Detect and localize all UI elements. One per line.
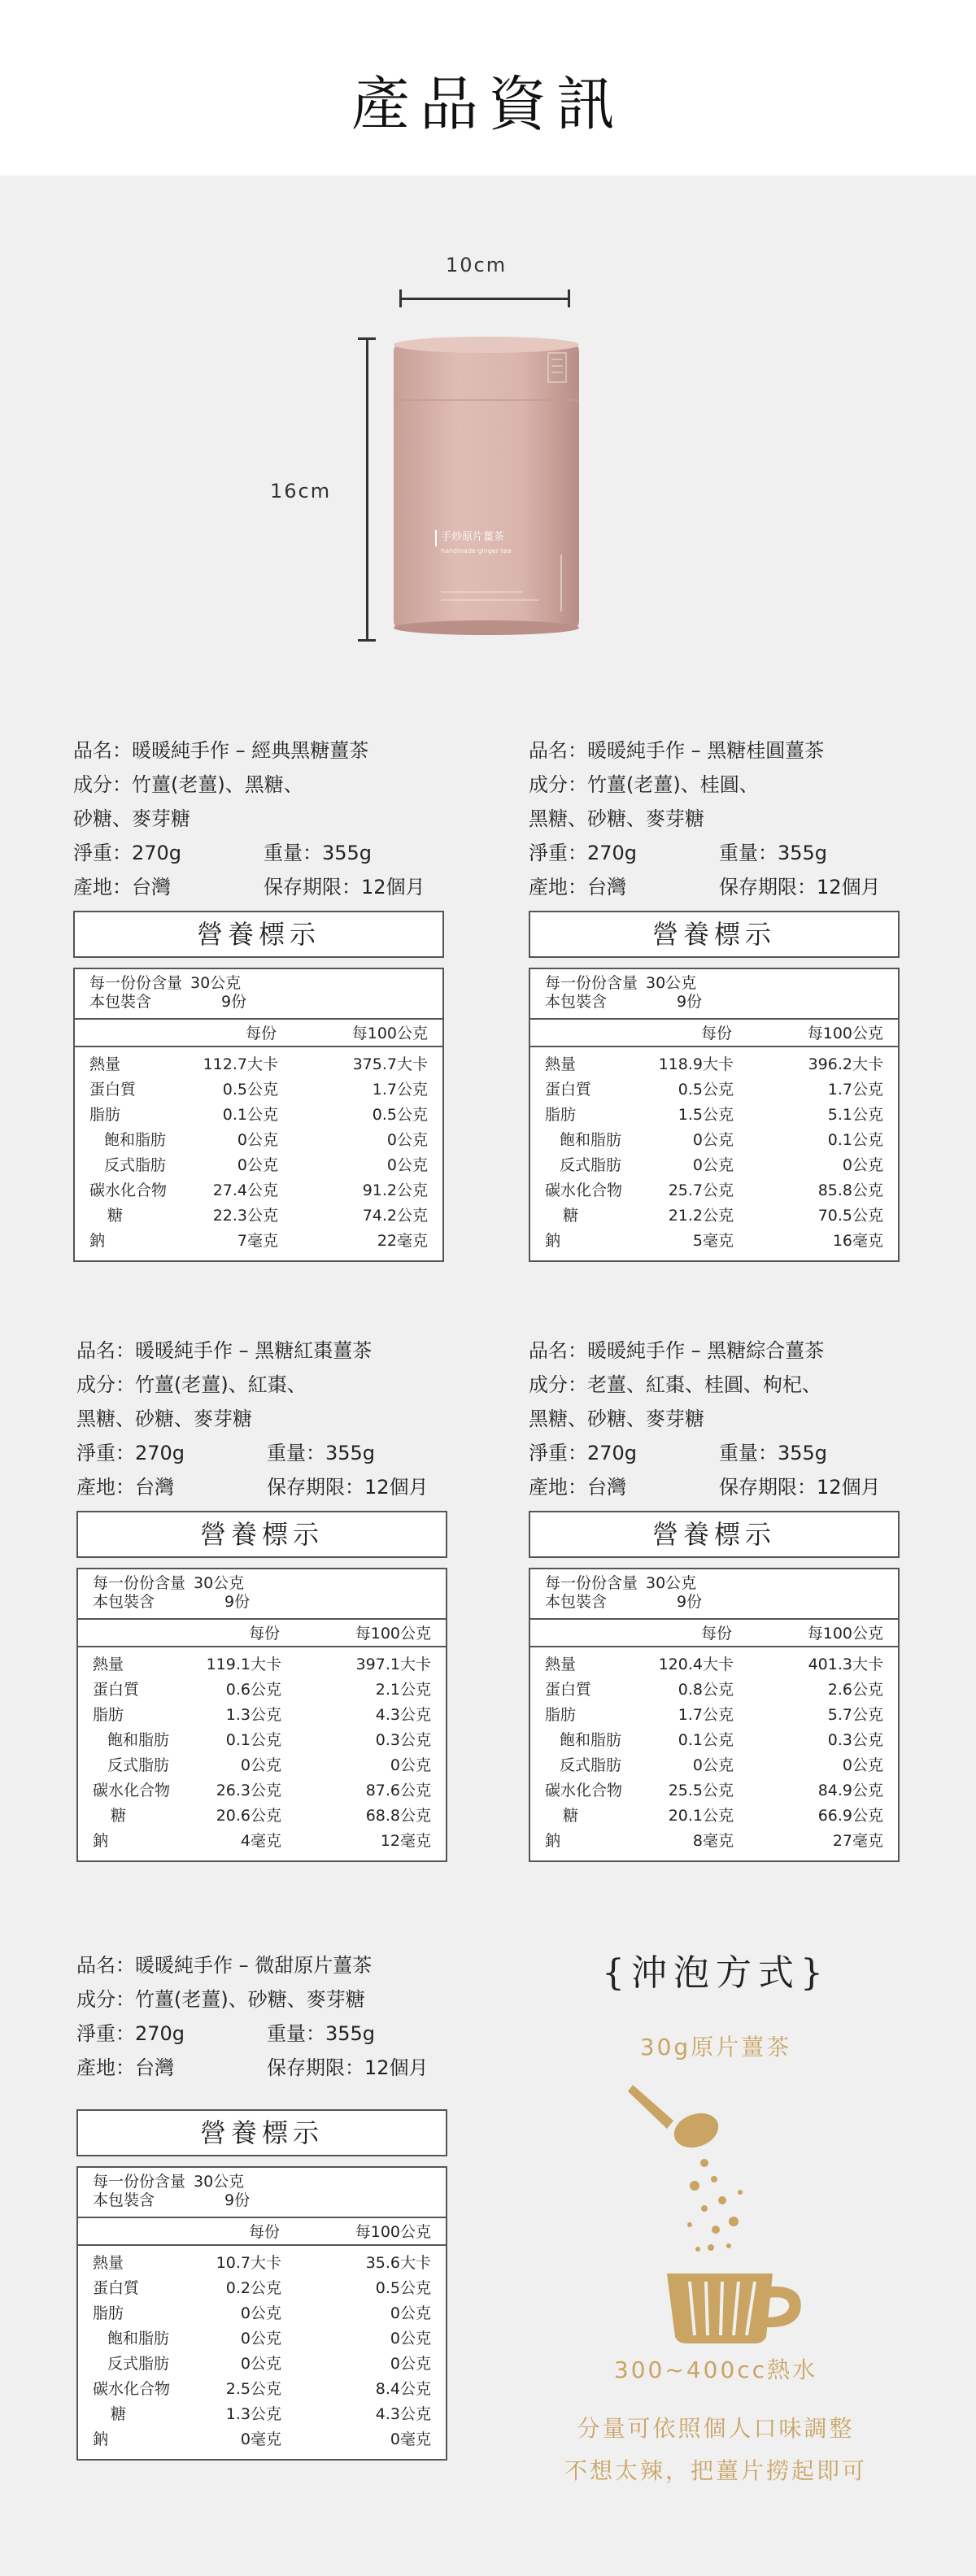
table-row <box>78 1778 446 1804</box>
origin-line <box>529 870 911 904</box>
value-per-serving: 0公克 <box>237 1131 278 1149</box>
servings-count: 9份 <box>224 1593 251 1611</box>
table-row <box>75 1153 442 1178</box>
table-row <box>530 1753 898 1778</box>
row-label: 熱量 <box>93 2254 124 2272</box>
table-row <box>78 1677 446 1703</box>
table-row <box>530 1052 898 1077</box>
table-row <box>530 1677 898 1703</box>
value-per-serving: 0公克 <box>692 1156 734 1174</box>
row-label: 脂肪 <box>545 1706 577 1724</box>
table-row <box>78 2402 446 2427</box>
gross-weight: 重量：355g <box>719 1442 828 1464</box>
table-rows <box>530 1047 898 1260</box>
ingredients-line: 黑糖、砂糖、麥芽糖 <box>529 807 704 830</box>
net-weight: 淨重：270g <box>529 842 638 864</box>
table-rows <box>530 1647 898 1860</box>
value-per-100g: 74.2公克 <box>362 1207 428 1225</box>
shelf-life: 保存期限：12個月 <box>267 1476 429 1499</box>
weight-line <box>73 836 455 870</box>
nutrition-title: 營養標示 <box>76 1511 447 1558</box>
table-row <box>78 1804 446 1829</box>
header <box>0 0 976 176</box>
row-label: 鈉 <box>545 1832 561 1850</box>
value-per-serving: 0.8公克 <box>678 1681 734 1699</box>
product-longan <box>529 733 911 1262</box>
gross-weight: 重量：355g <box>267 1442 376 1464</box>
table-row <box>75 1128 442 1153</box>
table-row <box>530 1652 898 1677</box>
value-per-serving: 27.4公克 <box>212 1181 278 1199</box>
nutrition-table <box>76 2166 447 2461</box>
table-row <box>530 1077 898 1103</box>
table-header <box>78 1620 446 1647</box>
value-per-100g: 4.3公克 <box>375 1706 431 1724</box>
row-label: 鈉 <box>93 2430 109 2448</box>
table-row <box>75 1203 442 1229</box>
servings-label: 本包裝含 <box>89 993 152 1011</box>
row-label: 飽和脂肪 <box>107 2330 170 2348</box>
product-name: 品名：暖暖純手作 – 黑糖綜合薑茶 <box>529 1339 825 1362</box>
value-per-serving: 0毫克 <box>240 2430 281 2448</box>
width-cap-right <box>568 289 570 307</box>
servings-count: 9份 <box>677 1593 703 1611</box>
gross-weight: 重量：355g <box>719 842 828 864</box>
value-per-serving: 10.7大卡 <box>216 2254 281 2272</box>
value-per-100g: 0公克 <box>386 1131 428 1149</box>
width-line <box>400 298 569 300</box>
table-row <box>78 2276 446 2301</box>
value-per-100g: 5.1公克 <box>827 1106 883 1124</box>
value-per-serving: 0.1公克 <box>678 1731 734 1749</box>
row-label: 熱量 <box>93 1656 124 1673</box>
nutrition-title: 營養標示 <box>529 1511 900 1558</box>
value-per-serving: 0公克 <box>240 2330 281 2348</box>
product-can-image <box>392 335 581 637</box>
product-classic-brown-sugar <box>73 733 455 1262</box>
value-per-100g: 35.6大卡 <box>365 2254 431 2272</box>
serving-size: 30公克 <box>646 974 697 992</box>
table-row <box>78 1829 446 1854</box>
height-cap-bottom <box>358 639 376 642</box>
product-name: 品名：暖暖純手作 – 經典黑糖薑茶 <box>73 739 369 762</box>
row-label: 糖 <box>111 2405 127 2423</box>
value-per-serving: 0公克 <box>692 1131 734 1149</box>
value-per-100g: 16毫克 <box>832 1232 883 1250</box>
product-name: 品名：暖暖純手作 – 黑糖桂圓薑茶 <box>529 739 825 762</box>
origin-line <box>73 870 455 904</box>
net-weight: 淨重：270g <box>529 1442 638 1464</box>
value-per-100g: 0.3公克 <box>827 1731 883 1749</box>
product-name: 品名：暖暖純手作 – 微甜原片薑茶 <box>76 1954 373 1977</box>
height-label: 16cm <box>270 480 332 503</box>
product-original-slice <box>76 1948 459 2461</box>
origin: 產地：台灣 <box>73 876 171 899</box>
weight-line <box>529 836 911 870</box>
value-per-serving: 22.3公克 <box>212 1207 278 1225</box>
row-label: 飽和脂肪 <box>104 1131 167 1149</box>
row-label: 反式脂肪 <box>560 1156 622 1174</box>
row-label: 糖 <box>107 1207 124 1225</box>
value-per-serving: 112.7大卡 <box>203 1055 278 1073</box>
value-per-100g: 396.2大卡 <box>808 1055 883 1073</box>
table-row <box>530 1804 898 1829</box>
table-header <box>75 1020 442 1047</box>
value-per-100g: 5.7公克 <box>827 1706 883 1724</box>
row-label: 蛋白質 <box>93 1681 140 1699</box>
row-label: 飽和脂肪 <box>560 1131 622 1149</box>
serving-size: 30公克 <box>194 2173 245 2191</box>
value-per-100g: 4.3公克 <box>375 2405 431 2423</box>
serving-label: 每一份份含量 <box>545 974 638 992</box>
table-row <box>78 2427 446 2452</box>
brewing-amount: 30g原片薑茶 <box>639 2034 792 2060</box>
tea-cup-illustration <box>626 2078 813 2347</box>
value-per-100g: 0公克 <box>390 2304 431 2322</box>
table-row <box>78 2326 446 2352</box>
row-label: 碳水化合物 <box>93 2380 171 2398</box>
value-per-100g: 22毫克 <box>377 1232 428 1250</box>
col-per-100g: 每100公克 <box>807 1625 883 1643</box>
ingredients-line: 成分：竹薑(老薑)、桂圓、 <box>529 773 759 796</box>
ingredients-line: 成分：竹薑(老薑)、砂糖、麥芽糖 <box>76 1988 365 2011</box>
value-per-100g: 66.9公克 <box>817 1807 883 1825</box>
value-per-serving: 5毫克 <box>692 1232 734 1250</box>
row-label: 脂肪 <box>93 1706 124 1724</box>
col-per-serving: 每份 <box>248 2223 280 2241</box>
servings-label: 本包裝含 <box>545 993 608 1011</box>
table-row <box>78 1753 446 1778</box>
table-row <box>530 1778 898 1804</box>
origin-line <box>76 1470 459 1504</box>
product-ingredients <box>73 768 455 836</box>
value-per-serving: 1.7公克 <box>678 1706 734 1724</box>
value-per-serving: 2.5公克 <box>225 2380 281 2398</box>
table-row <box>78 2352 446 2377</box>
can-name: 手炒原片薑茶 <box>441 531 505 543</box>
shelf-life: 保存期限：12個月 <box>719 1476 881 1499</box>
row-label: 蛋白質 <box>93 2279 140 2297</box>
table-row <box>530 1128 898 1153</box>
origin: 產地：台灣 <box>76 1476 174 1499</box>
table-row <box>75 1077 442 1103</box>
servings-count: 9份 <box>221 993 247 1011</box>
value-per-serving: 0公克 <box>237 1156 278 1174</box>
ingredients-line: 黑糖、砂糖、麥芽糖 <box>76 1408 252 1430</box>
value-per-100g: 70.5公克 <box>817 1207 883 1225</box>
table-row <box>75 1229 442 1254</box>
value-per-100g: 0.3公克 <box>375 1731 431 1749</box>
nutrition-table <box>529 1568 900 1862</box>
value-per-serving: 25.5公克 <box>668 1782 734 1799</box>
weight-line <box>76 2017 459 2051</box>
origin-line <box>76 2051 459 2085</box>
table-header <box>78 2218 446 2246</box>
table-row <box>75 1103 442 1128</box>
ingredients-line: 成分：竹薑(老薑)、紅棗、 <box>76 1373 307 1396</box>
value-per-100g: 2.1公克 <box>375 1681 431 1699</box>
value-per-serving: 25.7公克 <box>668 1181 734 1199</box>
table-row <box>78 1703 446 1728</box>
table-row <box>75 1052 442 1077</box>
row-label: 熱量 <box>545 1055 577 1073</box>
brewing-title: {沖泡方式} <box>602 1952 830 1994</box>
value-per-serving: 0公克 <box>240 2304 281 2322</box>
table-row <box>78 1652 446 1677</box>
row-label: 飽和脂肪 <box>107 1731 170 1749</box>
width-cap-left <box>399 289 402 307</box>
table-header <box>530 1620 898 1647</box>
col-per-serving: 每份 <box>700 1025 732 1042</box>
value-per-serving: 0.2公克 <box>225 2279 281 2297</box>
servings-label: 本包裝含 <box>93 1593 155 1611</box>
table-row <box>530 1703 898 1728</box>
value-per-100g: 0.5公克 <box>372 1106 428 1124</box>
row-label: 飽和脂肪 <box>560 1731 622 1749</box>
row-label: 鈉 <box>545 1232 561 1250</box>
serving-size: 30公克 <box>646 1574 697 1592</box>
value-per-100g: 0.1公克 <box>827 1131 883 1149</box>
value-per-100g: 2.6公克 <box>827 1681 883 1699</box>
row-label: 碳水化合物 <box>545 1782 623 1799</box>
value-per-100g: 87.6公克 <box>365 1782 431 1799</box>
col-per-100g: 每100公克 <box>351 1025 428 1042</box>
weight-line <box>76 1436 459 1470</box>
value-per-serving: 0.1公克 <box>225 1731 281 1749</box>
value-per-serving: 20.1公克 <box>668 1807 734 1825</box>
value-per-serving: 119.1大卡 <box>206 1656 281 1673</box>
product-mixed <box>529 1334 911 1862</box>
value-per-serving: 0公克 <box>240 2355 281 2373</box>
row-label: 蛋白質 <box>545 1681 592 1699</box>
value-per-100g: 0公克 <box>842 1156 883 1174</box>
row-label: 脂肪 <box>93 2304 124 2322</box>
table-row <box>78 1728 446 1753</box>
table-header <box>530 1020 898 1047</box>
serving-info <box>78 1569 446 1620</box>
gross-weight: 重量：355g <box>267 2022 376 2045</box>
value-per-serving: 4毫克 <box>240 1832 281 1850</box>
table-rows <box>78 2246 446 2459</box>
nutrition-table <box>529 968 900 1262</box>
value-per-100g: 0毫克 <box>390 2430 431 2448</box>
serving-size: 30公克 <box>194 1574 245 1592</box>
row-label: 糖 <box>111 1807 127 1825</box>
origin: 產地：台灣 <box>529 876 626 899</box>
height-line <box>366 338 368 641</box>
nutrition-title: 營養標示 <box>73 911 444 958</box>
value-per-serving: 0.6公克 <box>225 1681 281 1699</box>
value-per-serving: 20.6公克 <box>216 1807 281 1825</box>
row-label: 熱量 <box>89 1055 121 1073</box>
table-row <box>78 2377 446 2402</box>
row-label: 碳水化合物 <box>545 1181 623 1199</box>
origin: 產地：台灣 <box>76 2056 174 2079</box>
col-per-serving: 每份 <box>245 1025 277 1042</box>
nutrition-title: 營養標示 <box>529 911 900 958</box>
value-per-serving: 8毫克 <box>692 1832 734 1850</box>
product-red-date <box>76 1334 459 1862</box>
value-per-serving: 0.5公克 <box>222 1081 278 1099</box>
weight-line <box>529 1436 911 1470</box>
serving-size: 30公克 <box>190 974 242 992</box>
value-per-100g: 12毫克 <box>380 1832 431 1850</box>
table-row <box>530 1103 898 1128</box>
value-per-serving: 21.2公克 <box>668 1207 734 1225</box>
table-row <box>530 1229 898 1254</box>
value-per-serving: 0.1公克 <box>222 1106 278 1124</box>
serving-info <box>530 969 898 1020</box>
brewing-note-2: 不想太辣，把薑片撈起即可 <box>564 2457 867 2484</box>
serving-info <box>75 969 442 1020</box>
value-per-serving: 1.3公克 <box>225 1706 281 1724</box>
value-per-100g: 8.4公克 <box>375 2380 431 2398</box>
row-label: 碳水化合物 <box>93 1782 171 1799</box>
value-per-100g: 1.7公克 <box>827 1081 883 1099</box>
table-row <box>530 1203 898 1229</box>
value-per-100g: 1.7公克 <box>372 1081 428 1099</box>
value-per-100g: 27毫克 <box>832 1832 883 1850</box>
serving-info <box>78 2168 446 2218</box>
table-row <box>78 2301 446 2326</box>
page-title: 產品資訊 <box>351 70 625 138</box>
value-per-serving: 0公克 <box>240 1756 281 1774</box>
table-row <box>530 1829 898 1854</box>
net-weight: 淨重：270g <box>73 842 182 864</box>
value-per-100g: 0公克 <box>842 1756 883 1774</box>
product-ingredients <box>529 768 911 836</box>
servings-count: 9份 <box>677 993 703 1011</box>
shelf-life: 保存期限：12個月 <box>264 876 425 899</box>
product-ingredients <box>529 1368 911 1436</box>
table-row <box>530 1153 898 1178</box>
value-per-100g: 0公克 <box>390 2330 431 2348</box>
value-per-100g: 375.7大卡 <box>352 1055 428 1073</box>
table-row <box>530 1178 898 1203</box>
servings-count: 9份 <box>224 2191 251 2209</box>
col-per-serving: 每份 <box>248 1625 280 1643</box>
value-per-100g: 0公克 <box>386 1156 428 1174</box>
ingredients-line: 砂糖、麥芽糖 <box>73 807 190 830</box>
table-row <box>78 2251 446 2276</box>
row-label: 反式脂肪 <box>104 1156 167 1174</box>
serving-label: 每一份份含量 <box>545 1574 638 1592</box>
value-per-serving: 118.9大卡 <box>658 1055 734 1073</box>
value-per-100g: 401.3大卡 <box>808 1656 883 1673</box>
row-label: 蛋白質 <box>545 1081 592 1099</box>
value-per-100g: 84.9公克 <box>817 1782 883 1799</box>
net-weight: 淨重：270g <box>76 1442 185 1464</box>
value-per-100g: 0公克 <box>390 1756 431 1774</box>
nutrition-table <box>73 968 444 1262</box>
value-per-serving: 0.5公克 <box>678 1081 734 1099</box>
table-rows <box>75 1047 442 1260</box>
servings-label: 本包裝含 <box>93 2191 155 2209</box>
row-label: 反式脂肪 <box>107 1756 170 1774</box>
value-per-100g: 68.8公克 <box>365 1807 431 1825</box>
value-per-serving: 1.3公克 <box>225 2405 281 2423</box>
servings-label: 本包裝含 <box>545 1593 608 1611</box>
height-cap-top <box>358 337 376 340</box>
serving-label: 每一份份含量 <box>93 1574 186 1592</box>
value-per-serving: 26.3公克 <box>216 1782 281 1799</box>
value-per-serving: 7毫克 <box>237 1232 278 1250</box>
serving-label: 每一份份含量 <box>89 974 183 992</box>
col-per-serving: 每份 <box>700 1625 732 1643</box>
col-per-100g: 每100公克 <box>807 1025 883 1042</box>
table-rows <box>78 1647 446 1860</box>
row-label: 碳水化合物 <box>89 1181 168 1199</box>
row-label: 鈉 <box>89 1232 106 1250</box>
col-per-100g: 每100公克 <box>355 1625 431 1643</box>
product-ingredients <box>76 1982 459 2017</box>
ingredients-line: 黑糖、砂糖、麥芽糖 <box>529 1408 704 1430</box>
row-label: 糖 <box>563 1807 579 1825</box>
row-label: 蛋白質 <box>89 1081 137 1099</box>
width-label: 10cm <box>446 254 508 276</box>
shelf-life: 保存期限：12個月 <box>719 876 881 899</box>
value-per-100g: 397.1大卡 <box>355 1656 431 1673</box>
value-per-100g: 91.2公克 <box>362 1181 428 1199</box>
ingredients-line: 成分：竹薑(老薑)、黑糖、 <box>73 773 303 796</box>
value-per-100g: 85.8公克 <box>817 1181 883 1199</box>
value-per-100g: 0.5公克 <box>375 2279 431 2297</box>
row-label: 脂肪 <box>545 1106 577 1124</box>
row-label: 鈉 <box>93 1832 109 1850</box>
gross-weight: 重量：355g <box>264 842 373 864</box>
product-name: 品名：暖暖純手作 – 黑糖紅棗薑茶 <box>76 1339 373 1362</box>
product-ingredients <box>76 1368 459 1436</box>
brewing-water: 300~400cc熱水 <box>613 2356 818 2383</box>
col-per-100g: 每100公克 <box>355 2223 431 2241</box>
can-sub: handmade ginger tea <box>441 547 512 555</box>
table-row <box>530 1728 898 1753</box>
value-per-serving: 1.5公克 <box>678 1106 734 1124</box>
serving-info <box>530 1569 898 1620</box>
origin: 產地：台灣 <box>529 1476 626 1499</box>
value-per-serving: 120.4大卡 <box>658 1656 734 1673</box>
value-per-serving: 0公克 <box>692 1756 734 1774</box>
origin-line <box>529 1470 911 1504</box>
nutrition-title: 營養標示 <box>76 2109 447 2156</box>
table-row <box>75 1178 442 1203</box>
serving-label: 每一份份含量 <box>93 2173 186 2191</box>
ingredients-line: 成分：老薑、紅棗、桂圓、枸杞、 <box>529 1373 821 1396</box>
value-per-100g: 0公克 <box>390 2355 431 2373</box>
nutrition-table <box>76 1568 447 1862</box>
shelf-life: 保存期限：12個月 <box>267 2056 429 2079</box>
row-label: 熱量 <box>545 1656 577 1673</box>
row-label: 糖 <box>563 1207 579 1225</box>
brewing-note-1: 分量可依照個人口味調整 <box>577 2415 855 2442</box>
row-label: 脂肪 <box>89 1106 121 1124</box>
row-label: 反式脂肪 <box>107 2355 170 2373</box>
net-weight: 淨重：270g <box>76 2022 185 2045</box>
row-label: 反式脂肪 <box>560 1756 622 1774</box>
